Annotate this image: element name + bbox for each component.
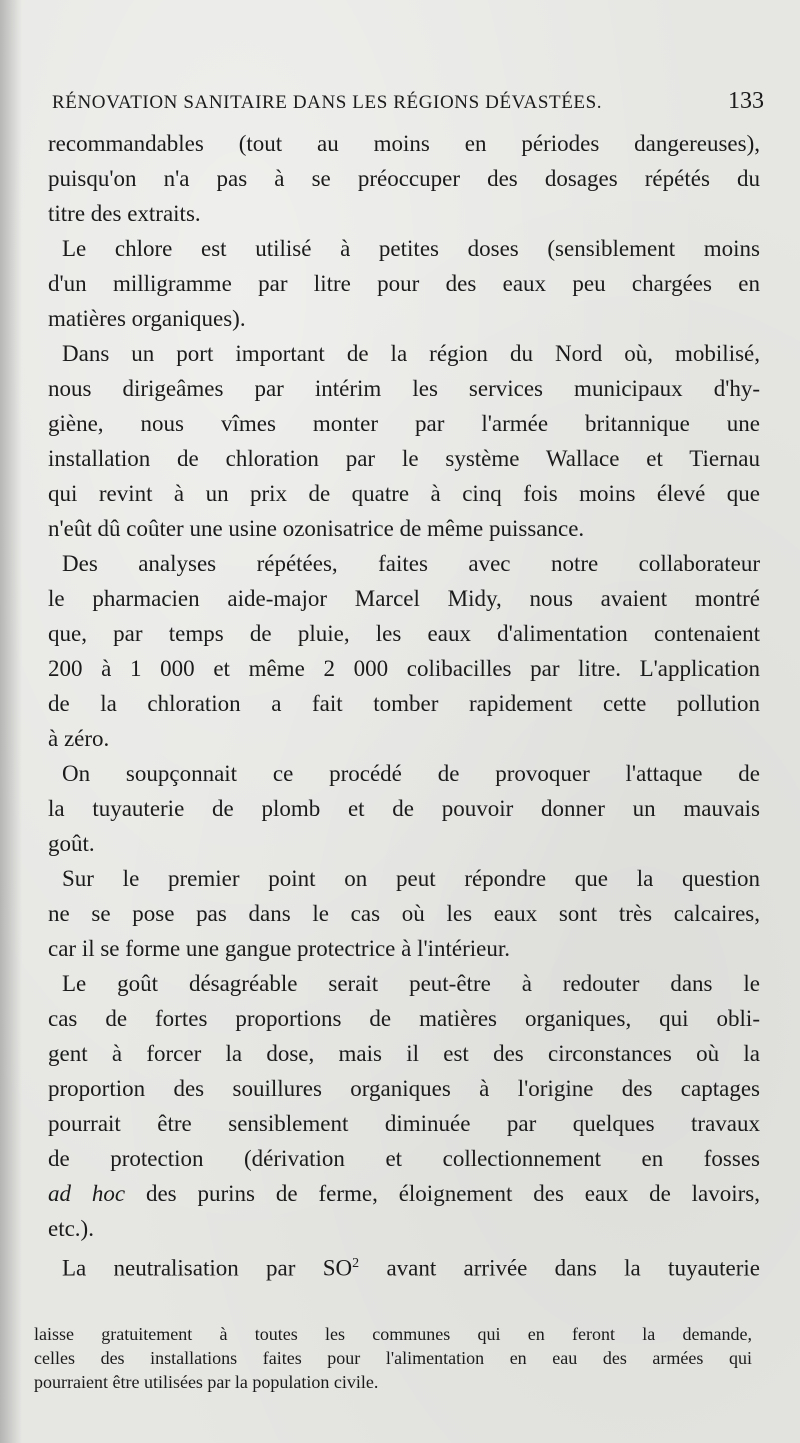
footnote-line: pourraient être utilisées par la population civile.	[34, 1372, 379, 1392]
page-header	[52, 88, 764, 120]
text-fragment: avant arrivée dans la tuyauterie	[386, 1255, 761, 1281]
text-line: la tuyauterie de plomb et de pouvoir donner un mauvais	[48, 796, 760, 821]
text-line: gent à forcer la dose, mais il est des circonstances où la	[48, 1041, 760, 1066]
text-line: Le goût désagréable serait peut-être à redouter dans le	[62, 971, 760, 996]
text-line: On soupçonnait ce procédé de provoquer l'attaque de	[62, 761, 760, 786]
binding-shadow	[0, 0, 22, 1443]
text-line: ne se pose pas dans le cas où les eaux sont très calcaires,	[48, 901, 760, 926]
page-number: 133	[728, 88, 764, 114]
text-line-ad-hoc	[48, 1176, 760, 1211]
text-fragment: La neutralisation par SO	[62, 1255, 353, 1281]
text-line: installation de chloration par le système Wallace et Tiernau	[48, 446, 760, 471]
text-line: le pharmacien aide-major Marcel Midy, nous avaient montré	[48, 586, 760, 611]
footnote	[34, 1322, 752, 1394]
text-line: Dans un port important de la région du Nord où, mobilisé,	[62, 341, 760, 366]
text-line: proportion des souillures organiques à l'origine des captages	[48, 1076, 760, 1101]
italic-ad-hoc: ad hoc	[48, 1181, 126, 1206]
text-line: de la chloration a fait tomber rapidement cette pollution	[48, 691, 760, 716]
text-line: car il se forme une gangue protectrice à l'intérieur.	[48, 936, 511, 961]
text-line: de protection (dérivation et collectionnement en fosses	[48, 1146, 760, 1171]
text-line: à zéro.	[48, 726, 110, 751]
text-line: etc.).	[48, 1216, 94, 1241]
text-fragment: des purins de ferme, éloignement des eaux de lavoirs,	[145, 1181, 761, 1206]
text-line: Le chlore est utilisé à petites doses (sensiblement moins	[62, 236, 760, 261]
text-line-so2	[48, 1246, 760, 1281]
text-line: giène, nous vîmes monter par l'armée britannique une	[48, 411, 760, 436]
text-line: que, par temps de pluie, les eaux d'alimentation contenaient	[48, 621, 760, 646]
text-line: nous dirigeâmes par intérim les services municipaux d'hy-	[48, 376, 760, 401]
text-line: recommandables (tout au moins en périodes dangereuses),	[48, 131, 760, 156]
running-head: RÉNOVATION SANITAIRE DANS LES RÉGIONS DÉVASTÉES.	[52, 92, 603, 113]
text-line: cas de fortes proportions de matières organiques, qui obli-	[48, 1006, 760, 1031]
text-line: goût.	[48, 831, 95, 856]
text-line: Sur le premier point on peut répondre que la question	[62, 866, 760, 891]
text-line: 200 à 1 000 et même 2 000 colibacilles par litre. L'application	[48, 656, 760, 681]
text-line: Des analyses répétées, faites avec notre collaborateur	[62, 551, 760, 576]
footnote-line: laisse gratuitement à toutes les communes qui en feront la demande,	[34, 1324, 752, 1344]
text-line: n'eût dû coûter une usine ozonisatrice de même puissance.	[48, 516, 585, 541]
text-line: matières organiques).	[48, 306, 246, 331]
text-line: pourrait être sensiblement diminuée par quelques travaux	[48, 1111, 760, 1136]
text-line: titre des extraits.	[48, 201, 201, 226]
superscript-2: 2	[352, 1256, 360, 1271]
text-line: puisqu'on n'a pas à se préoccuper des dosages répétés du	[48, 166, 760, 191]
text-line: qui revint à un prix de quatre à cinq fois moins élevé que	[48, 481, 760, 506]
footnote-line: celles des installations faites pour l'alimentation en eau des armées qui	[34, 1348, 752, 1368]
text-line: d'un milligramme par litre pour des eaux peu chargées en	[48, 271, 760, 296]
body-text	[48, 126, 760, 1281]
